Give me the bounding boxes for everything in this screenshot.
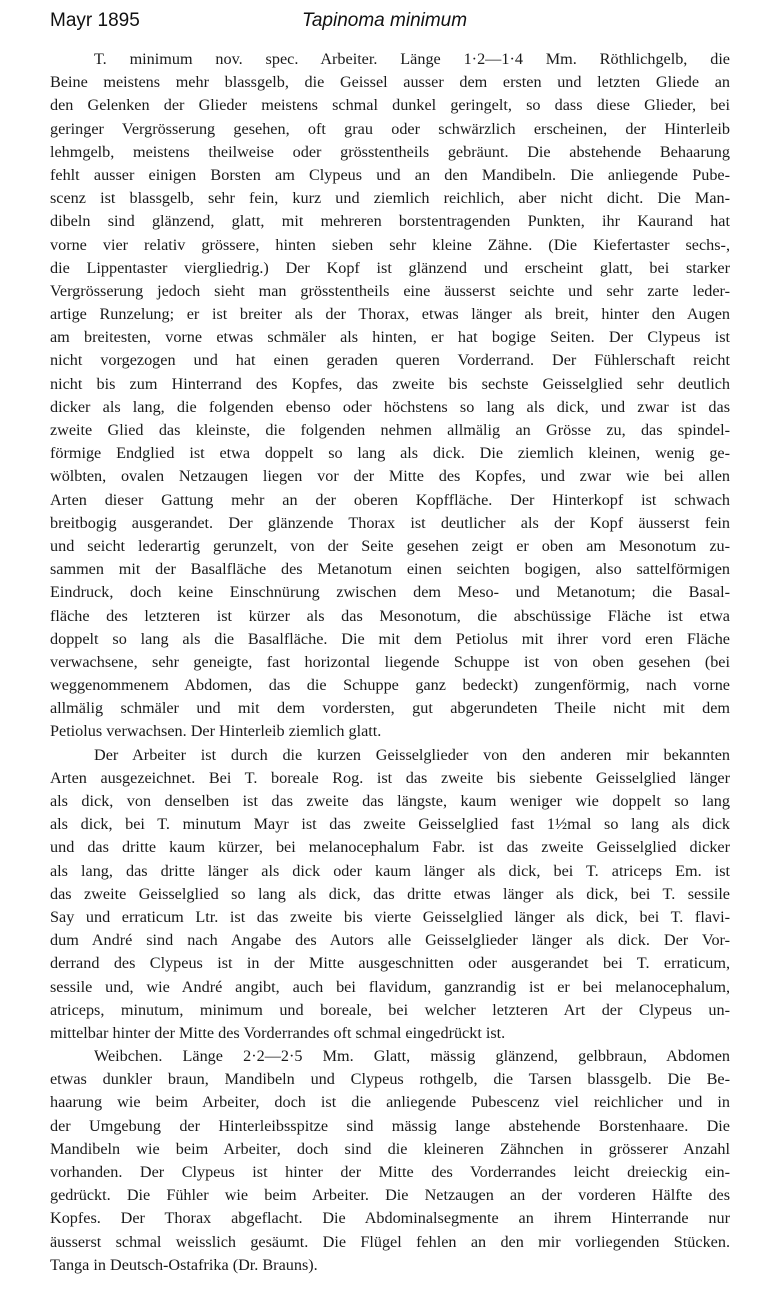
- text-line: sammen mit der Basalfläche des Metanotum einen seichten bogigen, also sattelförmigen: [50, 560, 730, 579]
- text-line: Arten ausgezeichnet. Bei T. boreale Rog. ist das zweite bis siebente Geisselglied länger: [50, 768, 730, 787]
- text-line: dum André sind nach Angabe des Autors alle Geisselglieder länger als dick. Der Vor-: [50, 931, 730, 950]
- text-line: die Lippentaster viergliedrig.) Der Kopf ist glänzend und erscheint glatt, bei starker: [50, 258, 730, 277]
- text-line: am breitesten, vorne etwas schmäler als hinten, er hat bogige Seiten. Der Clypeus ist: [50, 328, 730, 347]
- text-line: der Umgebung der Hinterleibsspitze sind mässig lange abstehende Borstenhaare. Die: [50, 1116, 730, 1135]
- text-line: als lang, das dritte länger als dick oder kaum länger als dick, bei T. atriceps Em. ist: [50, 861, 730, 880]
- text-line: doppelt so lang als die Basalfläche. Die mit dem Petiolus mit ihrer vord eren Fläche: [50, 629, 730, 648]
- text-line: weggenommenem Abdomen, das die Schuppe ganz bedeckt) zungenförmig, nach vorne: [50, 676, 730, 695]
- text-line: derrand des Clypeus ist in der Mitte ausgeschnitten oder ausgerandet bei T. erraticum,: [50, 954, 730, 973]
- text-line: mittelbar hinter der Mitte des Vorderrandes oft schmal eingedrückt ist.: [50, 1023, 506, 1042]
- text-line: dibeln sind glänzend, glatt, mit mehreren borstentragenden Punkten, ihr Kaurand hat: [50, 212, 730, 231]
- text-line: nicht vorgezogen und hat einen geraden queren Vorderrand. Der Fühlerschaft reicht: [50, 351, 730, 370]
- text-line: geringer Vergrösserung gesehen, oft grau oder schwärzlich erscheinen, der Hinterleib: [50, 119, 730, 138]
- text-line: dicker als lang, die folgenden ebenso oder höchstens so lang als dick, und zwar ist das: [50, 397, 730, 416]
- text-line: Weibchen. Länge 2·2—2·5 Mm. Glatt, mässig glänzend, gelbbraun, Abdomen: [94, 1047, 730, 1066]
- text-line: gedrückt. Die Fühler wie beim Arbeiter. Die Netzaugen an der vorderen Hälfte des: [50, 1186, 730, 1205]
- text-line: als dick, von denselben ist das zweite das längste, kaum weniger wie doppelt so lang: [50, 792, 730, 810]
- text-line: fehlt ausser einigen Borsten am Clypeus und an den Mandibeln. Die anliegende Pube-: [50, 165, 730, 184]
- text-line: haarung wie beim Arbeiter, doch ist die anliegende Pubescenz viel reichlicher und in: [50, 1093, 730, 1112]
- text-line: atriceps, minutum, minimum und boreale, bei welcher letzteren Art der Clypeus un-: [50, 1000, 730, 1019]
- text-line: Der Arbeiter ist durch die kurzen Geisselglieder von den anderen mir bekannten: [94, 745, 730, 764]
- text-line: scenz ist blassgelb, sehr fein, kurz und ziemlich reichlich, aber nicht dicht. Die Man-: [50, 189, 730, 208]
- text-line: wölbten, ovalen Netzaugen liegen vor der Mitte des Kopfes, und zwar wie bei allen: [50, 467, 730, 486]
- text-line: lehmgelb, meistens theilweise oder grösstentheils gebräunt. Die abstehende Behaarung: [50, 142, 730, 161]
- text-line: Beine meistens mehr blassgelb, die Geissel ausser dem ersten und letzten Gliede an: [50, 73, 730, 92]
- text-line: Arten dieser Gattung mehr an der oberen Kopffläche. Der Hinterkopf ist schwach: [50, 490, 730, 509]
- text-line: nicht bis zum Hinterrand des Kopfes, das zweite bis sechste Geisselglied sehr deutlich: [50, 374, 730, 393]
- text-line: verwachsene, sehr geneigte, fast horizontal liegende Schuppe ist von oben gesehen (bei: [50, 652, 730, 671]
- text-line: den Gelenken der Glieder meistens schmal dunkel geringelt, so dass diese Glieder, bei: [50, 96, 730, 115]
- text-line: das zweite Geisselglied so lang als dick, das dritte etwas länger als dick, bei T. sessile: [50, 884, 730, 903]
- text-line: vorne vier relativ grössere, hinten sieben sehr kleine Zähne. (Die Kiefertaster sechs-,: [50, 235, 730, 254]
- text-line: etwas dunkler braun, Mandibeln und Clypeus rothgelb, die Tarsen blassgelb. Die Be-: [50, 1070, 730, 1089]
- text-line: Say und erraticum Ltr. ist das zweite bis vierte Geisselglied länger als dick, bei T. flavi-: [50, 907, 730, 926]
- text-line: T. minimum nov. spec. Arbeiter. Länge 1·2—1·4 Mm. Röthlichgelb, die: [94, 50, 730, 68]
- text-line: Eindruck, doch keine Einschnürung zwischen dem Meso- und Metanotum; die Basal-: [50, 583, 730, 602]
- text-line: allmälig schmäler und mit dem vordersten, gut abgerundeten Theile nicht mit dem: [50, 699, 730, 718]
- header-species-title: Tapinoma minimum: [302, 10, 468, 31]
- text-line: zweite Glied das kleinste, die folgenden nehmen allmälig an Grösse zu, das spindel-: [50, 421, 730, 439]
- header-author-year: Mayr 1895: [50, 10, 140, 31]
- text-line: [50, 1277, 730, 1300]
- body-text: [50, 48, 730, 1300]
- text-line: äusserst schmal weisslich gesäumt. Die Flügel fehlen an den mir vorliegenden Stücken.: [50, 1232, 730, 1251]
- text-line: als dick, bei T. minutum Mayr ist das zweite Geisselglied fast 1½mal so lang als dick: [50, 815, 730, 834]
- text-line: Mandibeln wie beim Arbeiter, doch sind die kleineren Zähnchen in grösserer Anzahl: [50, 1139, 730, 1158]
- text-line: vorhanden. Der Clypeus ist hinter der Mitte des Vorderrandes leicht dreieckig ein-: [50, 1163, 730, 1181]
- text-line: Petiolus verwachsen. Der Hinterleib ziemlich glatt.: [50, 722, 382, 741]
- text-line: Vergrösserung jedoch sieht man grösstentheils eine äusserst seichte und sehr zarte leder-: [50, 281, 730, 300]
- text-line: und das dritte kaum kürzer, bei melanocephalum Fabr. ist das zweite Geisselglied dicker: [50, 838, 730, 857]
- text-line: breitbogig ausgerandet. Der glänzende Thorax ist deutlicher als der Kopf äusserst fein: [50, 513, 730, 532]
- text-line: artige Runzelung; er ist breiter als der Thorax, etwas länger als breit, hinter den Augen: [50, 305, 730, 324]
- text-line: Tanga in Deutsch-Ostafrika (Dr. Brauns).: [50, 1255, 318, 1274]
- text-line: Kopfes. Der Thorax abgeflacht. Die Abdominalsegmente an ihrem Hinterrande nur: [50, 1209, 730, 1228]
- text-line: förmige Endglied ist etwa doppelt so lang als dick. Die ziemlich kleinen, wenig ge-: [50, 444, 730, 463]
- text-line: fläche des letzteren ist kürzer als das Mesonotum, die abschüssige Fläche ist etwa: [50, 606, 730, 625]
- text-line: sessile und, wie André angibt, auch bei flavidum, ganzrandig ist er bei melanocephalum,: [50, 977, 730, 996]
- text-line: und seicht lederartig gerunzelt, von der Seite gesehen zeigt er oben am Mesonotum zu-: [50, 536, 730, 555]
